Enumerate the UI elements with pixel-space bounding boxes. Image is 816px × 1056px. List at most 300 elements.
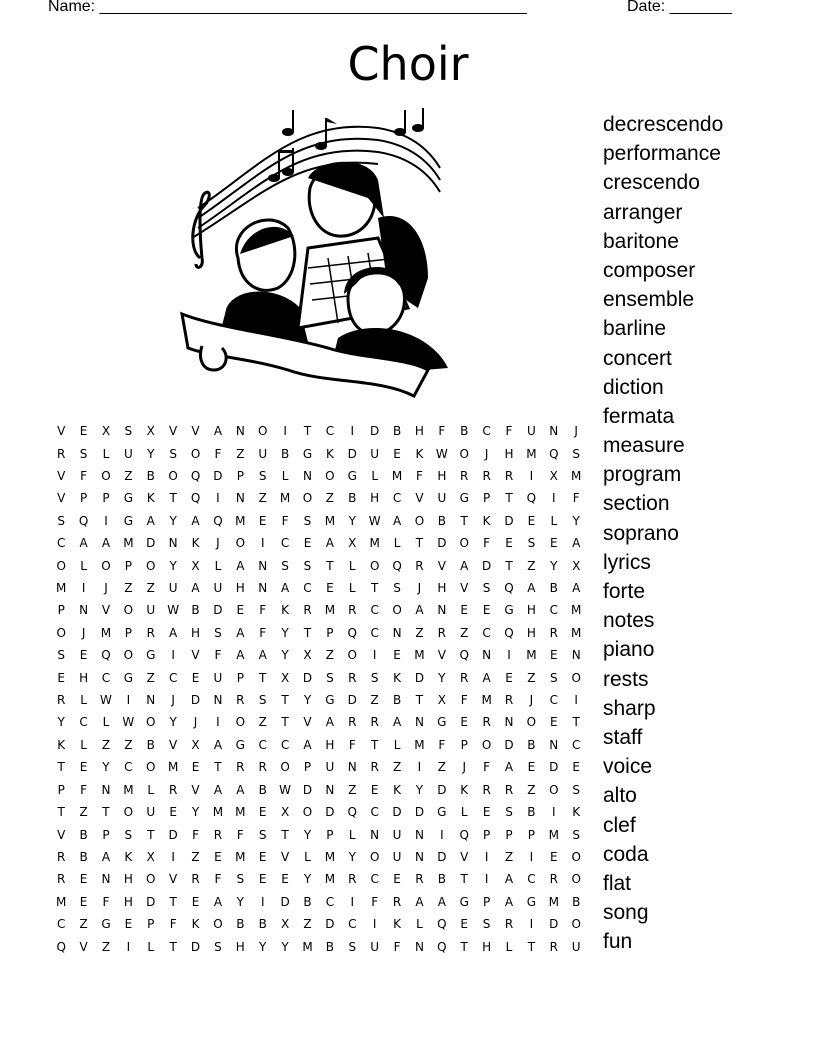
grid-letter: P [236, 670, 244, 685]
grid-letter: A [236, 625, 245, 640]
grid-letter: C [527, 872, 536, 887]
grid-letter: R [460, 670, 469, 685]
grid-letter: T [460, 513, 468, 528]
grid-letter: Z [460, 625, 469, 640]
grid-letter: R [370, 715, 379, 730]
grid-letter: M [324, 872, 336, 887]
grid-row [50, 554, 590, 576]
grid-letter: W [368, 513, 381, 528]
grid-row [50, 711, 590, 733]
grid-letter: O [146, 760, 156, 775]
grid-letter: E [370, 782, 379, 797]
grid-letter: R [146, 625, 155, 640]
grid-letter: A [392, 513, 402, 528]
grid-letter: H [79, 670, 89, 685]
grid-letter: R [482, 715, 491, 730]
grid-letter: L [80, 558, 87, 573]
grid-letter: L [550, 513, 558, 528]
grid-row [50, 756, 590, 778]
grid-letter: Q [437, 917, 447, 932]
grid-letter: R [57, 693, 66, 708]
grid-letter: R [57, 849, 66, 864]
grid-letter: A [169, 625, 178, 640]
grid-letter: D [437, 536, 447, 551]
grid-letter: Q [459, 648, 469, 663]
grid-letter: C [168, 670, 178, 685]
grid-letter: V [57, 469, 66, 484]
grid-letter: P [482, 491, 491, 506]
grid-letter: R [370, 760, 379, 775]
grid-letter: R [415, 872, 424, 887]
grid-letter: A [213, 424, 223, 439]
grid-letter: O [369, 558, 380, 573]
word-list-item: staff [603, 725, 643, 749]
grid-letter: M [100, 625, 112, 640]
grid-letter: N [414, 849, 424, 864]
grid-letter: T [505, 558, 513, 573]
grid-letter: C [370, 603, 379, 618]
grid-letter: Y [169, 513, 177, 528]
grid-letter: X [303, 648, 312, 663]
grid-letter: Z [191, 849, 200, 864]
grid-letter: K [393, 670, 401, 685]
grid-letter: I [126, 939, 131, 954]
grid-letter: I [529, 469, 534, 484]
grid-letter: F [348, 737, 356, 752]
grid-letter: P [124, 558, 132, 573]
grid-letter: T [370, 737, 379, 752]
word-list-item: barline [603, 317, 667, 341]
grid-letter: O [235, 715, 246, 730]
grid-letter: Z [258, 715, 267, 730]
grid-letter: I [507, 648, 511, 663]
grid-letter: F [438, 424, 446, 439]
grid-letter: S [57, 648, 65, 663]
grid-letter: N [146, 693, 156, 708]
grid-letter: F [214, 446, 222, 461]
grid-letter: G [235, 737, 245, 752]
grid-letter: N [437, 603, 447, 618]
grid-letter: O [347, 648, 357, 663]
grid-letter: E [79, 894, 88, 909]
grid-letter: O [481, 737, 492, 752]
grid-letter: G [504, 603, 514, 618]
grid-letter: D [392, 805, 402, 820]
grid-letter: D [146, 536, 156, 551]
grid-letter: P [147, 917, 155, 932]
grid-letter: A [236, 782, 245, 797]
grid-letter: U [392, 827, 402, 842]
grid-letter: P [124, 625, 132, 640]
grid-letter: A [213, 894, 223, 909]
word-list-item: soprano [603, 521, 679, 545]
grid-letter: B [191, 603, 200, 618]
grid-letter: L [371, 469, 378, 484]
grid-letter: K [393, 782, 401, 797]
grid-letter: N [370, 827, 380, 842]
grid-letter: C [325, 424, 335, 439]
word-list-item: flat [603, 871, 632, 895]
word-list-item: sharp [603, 696, 656, 720]
grid-letter: R [392, 894, 402, 909]
grid-letter: Y [281, 625, 289, 640]
grid-letter: G [123, 513, 134, 528]
grid-letter: O [101, 469, 111, 484]
grid-letter: Z [258, 491, 267, 506]
grid-letter: A [101, 536, 111, 551]
grid-letter: O [392, 603, 402, 618]
grid-letter: I [216, 715, 220, 730]
grid-letter: I [529, 917, 534, 932]
grid-letter: R [57, 872, 66, 887]
grid-letter: V [79, 939, 88, 954]
grid-letter: B [348, 491, 357, 506]
word-list-item: measure [603, 434, 685, 458]
grid-letter: Q [392, 558, 402, 573]
grid-letter: D [325, 805, 335, 820]
grid-letter: X [191, 558, 200, 573]
grid-letter: R [348, 872, 357, 887]
grid-letter: A [236, 558, 245, 573]
grid-letter: M [235, 849, 246, 864]
grid-letter: S [482, 917, 491, 932]
grid-letter: Y [303, 827, 312, 842]
grid-letter: E [549, 849, 558, 864]
grid-letter: I [529, 849, 534, 864]
grid-letter: Q [101, 648, 111, 663]
grid-letter: S [370, 670, 379, 685]
grid-letter: O [571, 670, 581, 685]
grid-letter: L [348, 827, 356, 842]
grid-letter: E [326, 581, 334, 596]
grid-letter: W [122, 715, 135, 730]
grid-letter: A [303, 737, 312, 752]
grid-letter: A [236, 648, 245, 663]
grid-letter: B [258, 782, 267, 797]
grid-letter: R [549, 872, 558, 887]
grid-letter: O [571, 872, 581, 887]
grid-letter: J [81, 625, 86, 640]
grid-letter: P [326, 827, 334, 842]
grid-letter: E [57, 670, 65, 685]
grid-letter: Z [101, 939, 111, 954]
grid-row [50, 510, 590, 532]
grid-letter: E [124, 917, 133, 932]
grid-letter: M [56, 894, 67, 909]
grid-letter: U [571, 939, 581, 954]
grid-letter: S [505, 805, 513, 820]
grid-letter: S [79, 446, 88, 461]
grid-letter: M [324, 513, 336, 528]
grid-letter: C [303, 581, 312, 596]
grid-letter: G [437, 805, 447, 820]
grid-letter: O [280, 760, 290, 775]
grid-letter: Z [146, 581, 155, 596]
grid-letter: M [548, 827, 559, 842]
grid-letter: Z [146, 670, 155, 685]
grid-letter: Z [527, 782, 536, 797]
grid-letter: Z [325, 648, 334, 663]
grid-row [50, 801, 590, 823]
grid-letter: C [370, 625, 379, 640]
grid-letter: X [348, 536, 357, 551]
grid-letter: V [169, 737, 178, 752]
grid-letter: M [526, 648, 537, 663]
grid-letter: S [348, 939, 357, 954]
grid-letter: B [437, 872, 446, 887]
grid-letter: E [393, 648, 401, 663]
grid-letter: Y [169, 715, 177, 730]
grid-letter: M [235, 805, 246, 820]
grid-letter: B [549, 581, 558, 596]
grid-letter: E [393, 446, 401, 461]
grid-letter: A [213, 737, 223, 752]
grid-letter: I [417, 760, 422, 775]
grid-letter: K [191, 917, 200, 932]
grid-letter: I [171, 648, 175, 663]
grid-letter: I [104, 513, 108, 528]
grid-letter: B [527, 805, 536, 820]
grid-letter: F [505, 424, 513, 439]
grid-letter: A [258, 648, 267, 663]
grid-letter: O [123, 603, 134, 618]
grid-letter: Q [78, 513, 89, 528]
grid-letter: A [415, 603, 424, 618]
grid-letter: O [123, 805, 134, 820]
grid-letter: A [415, 894, 424, 909]
grid-letter: N [258, 558, 268, 573]
grid-letter: Y [281, 939, 289, 954]
grid-letter: X [572, 558, 581, 573]
grid-letter: D [190, 939, 201, 954]
grid-letter: G [123, 491, 134, 506]
grid-letter: V [415, 491, 424, 506]
grid-letter: V [191, 648, 200, 663]
grid-letter: P [79, 491, 88, 506]
grid-letter: S [572, 446, 580, 461]
grid-letter: U [370, 446, 380, 461]
grid-letter: B [258, 917, 267, 932]
word-list-item: performance [603, 142, 721, 166]
name-field[interactable]: Name: ________________________________________________ [48, 0, 527, 15]
grid-letter: H [414, 424, 424, 439]
grid-letter: U [392, 849, 402, 864]
grid-letter: D [549, 760, 559, 775]
date-field[interactable]: Date: _______ [627, 0, 732, 15]
grid-letter: M [548, 894, 559, 909]
grid-letter: V [437, 648, 446, 663]
word-list-item: forte [603, 580, 646, 603]
grid-letter: F [483, 536, 491, 551]
word-list-item: section [603, 492, 670, 516]
grid-letter: S [482, 581, 491, 596]
grid-letter: H [123, 872, 133, 887]
grid-letter: S [549, 670, 558, 685]
grid-letter: R [549, 939, 558, 954]
grid-letter: L [348, 558, 356, 573]
grid-letter: E [549, 715, 558, 730]
grid-letter: V [460, 849, 469, 864]
grid-letter: A [460, 558, 469, 573]
grid-letter: W [279, 782, 292, 797]
grid-letter: K [124, 849, 133, 864]
grid-letter: Z [504, 849, 514, 864]
word-list-item: fun [603, 930, 633, 954]
grid-letter: U [370, 939, 380, 954]
grid-letter: O [257, 424, 268, 439]
grid-letter: H [504, 446, 514, 461]
grid-letter: X [437, 693, 446, 708]
grid-letter: R [236, 693, 245, 708]
grid-letter: C [392, 491, 402, 506]
grid-letter: Y [191, 805, 200, 820]
grid-letter: D [280, 894, 290, 909]
grid-letter: O [168, 469, 178, 484]
grid-letter: I [574, 693, 578, 708]
grid-letter: C [549, 603, 558, 618]
grid-letter: H [235, 581, 245, 596]
grid-letter: Z [79, 917, 88, 932]
grid-letter: N [79, 603, 89, 618]
grid-letter: R [460, 469, 469, 484]
grid-letter: B [460, 424, 469, 439]
grid-letter: O [213, 917, 223, 932]
grid-letter: Y [438, 670, 446, 685]
grid-letter: F [80, 469, 88, 484]
grid-letter: A [527, 581, 536, 596]
grid-letter: P [482, 827, 491, 842]
grid-letter: G [123, 670, 134, 685]
grid-letter: O [56, 625, 66, 640]
grid-letter: B [572, 894, 581, 909]
grid-letter: I [552, 491, 556, 506]
grid-letter: P [303, 760, 312, 775]
grid-letter: E [258, 805, 267, 820]
grid-letter: J [574, 424, 578, 439]
grid-letter: R [482, 782, 491, 797]
grid-letter: I [552, 805, 556, 820]
grid-letter: F [393, 939, 401, 954]
grid-letter: Z [527, 558, 536, 573]
grid-letter: O [302, 491, 313, 506]
grid-letter: O [549, 782, 559, 797]
grid-letter: K [572, 805, 581, 820]
grid-letter: N [414, 827, 424, 842]
grid-letter: C [57, 917, 66, 932]
grid-letter: B [146, 737, 155, 752]
grid-letter: I [372, 917, 377, 932]
grid-letter: G [302, 446, 313, 461]
grid-letter: O [571, 917, 581, 932]
grid-letter: J [484, 446, 489, 461]
grid-letter: L [416, 917, 423, 932]
grid-letter: J [216, 536, 220, 551]
word-list-item: coda [603, 842, 649, 866]
grid-letter: O [302, 805, 313, 820]
grid-letter: D [168, 827, 178, 842]
grid-letter: F [371, 894, 379, 909]
grid-letter: U [213, 581, 223, 596]
grid-letter: Y [550, 558, 558, 573]
grid-letter: U [123, 446, 133, 461]
grid-letter: F [415, 469, 423, 484]
grid-letter: H [325, 737, 335, 752]
grid-letter: J [462, 760, 466, 775]
grid-letter: W [167, 603, 180, 618]
grid-letter: Y [102, 760, 110, 775]
grid-letter: U [213, 670, 223, 685]
word-list-item: song [603, 901, 649, 925]
grid-letter: J [171, 693, 175, 708]
grid-letter: T [259, 670, 267, 685]
word-search-grid [50, 420, 590, 958]
grid-letter: N [571, 648, 581, 663]
grid-letter: P [482, 894, 491, 909]
grid-letter: N [504, 715, 514, 730]
grid-letter: E [393, 872, 401, 887]
word-list-item: baritone [603, 229, 679, 253]
grid-letter: M [167, 760, 179, 775]
grid-row [50, 689, 590, 711]
grid-letter: O [123, 648, 134, 663]
grid-letter: O [571, 849, 581, 864]
grid-letter: C [280, 737, 290, 752]
grid-letter: V [169, 872, 178, 887]
grid-letter: A [101, 849, 111, 864]
grid-row [50, 891, 590, 913]
grid-letter: K [281, 603, 290, 618]
grid-letter: X [101, 424, 111, 439]
grid-letter: R [191, 872, 200, 887]
grid-letter: N [303, 469, 312, 484]
grid-letter: Z [303, 917, 312, 932]
grid-letter: L [80, 737, 87, 752]
grid-letter: A [325, 536, 334, 551]
grid-letter: C [258, 737, 267, 752]
grid-letter: F [259, 625, 267, 640]
grid-letter: T [527, 939, 536, 954]
grid-letter: A [213, 782, 223, 797]
grid-letter: O [459, 446, 469, 461]
grid-letter: E [482, 805, 491, 820]
grid-letter: F [281, 513, 289, 528]
grid-letter: E [191, 670, 200, 685]
grid-letter: N [101, 782, 111, 797]
grid-letter: U [437, 491, 447, 506]
grid-letter: B [79, 827, 88, 842]
grid-letter: E [460, 917, 469, 932]
grid-letter: T [303, 424, 312, 439]
grid-letter: E [303, 536, 312, 551]
grid-letter: V [191, 782, 200, 797]
grid-letter: M [571, 625, 582, 640]
grid-row [50, 734, 590, 756]
grid-letter: S [124, 827, 133, 842]
grid-letter: C [101, 670, 111, 685]
grid-letter: A [482, 670, 491, 685]
grid-letter: N [101, 872, 111, 887]
grid-letter: I [81, 581, 86, 596]
grid-letter: Z [325, 491, 334, 506]
grid-letter: O [325, 469, 335, 484]
grid-letter: S [572, 827, 580, 842]
grid-letter: E [79, 424, 88, 439]
grid-letter: Y [236, 894, 244, 909]
grid-letter: S [214, 939, 222, 954]
grid-letter: R [504, 469, 514, 484]
grid-letter: M [56, 581, 67, 596]
grid-letter: T [169, 894, 177, 909]
